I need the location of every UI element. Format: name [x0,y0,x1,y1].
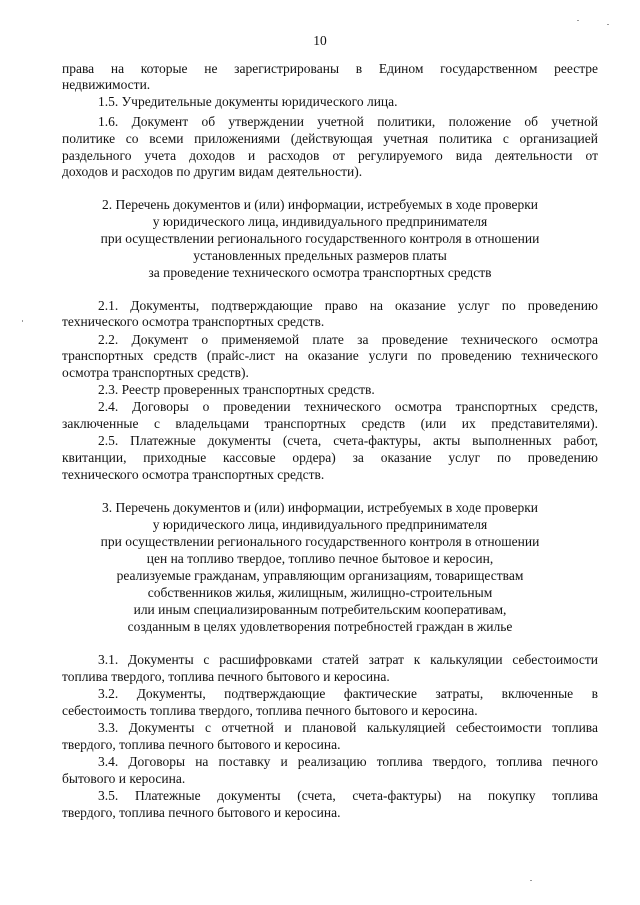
text-line: заключенные с владельцами транспортных средств (или их представителями). [62,416,598,431]
text-line: раздельного учета доходов и расходов от регулируемого вида деятельности от [62,148,598,163]
text-line: права на которые не зарегистрированы в Едином государственном реестре [62,61,598,76]
text-line: топлива твердого, топлива печного бытового и керосина. [62,669,390,684]
section-heading: при осуществлении регионального государственного контроля в отношении [100,231,540,246]
text-line: транспортных средств (прайс-лист на оказание услуги по проведению технического [62,348,598,363]
text-line: 3.5. Платежные документы (счета, счета-фактуры) на покупку топлива [98,788,598,803]
scan-speck [530,880,532,881]
section-heading: у юридического лица, индивидуального предпринимателя [152,214,488,229]
text-line: 2.1. Документы, подтверждающие право на оказание услуг по проведению [98,298,598,313]
text-line: 2.2. Документ о применяемой плате за проведение технического осмотра [98,332,598,347]
section-heading: за проведение технического осмотра транспортных средств [148,265,492,280]
text-line: 2.5. Платежные документы (счета, счета-фактуры, акты выполненных работ, [98,433,598,448]
section-heading: или иным специализированным потребительским кооперативам, [133,602,507,617]
page-number: 10 [313,33,327,48]
section-heading: реализуемые гражданам, управляющим организациям, товариществам [116,568,524,583]
section-heading: созданным в целях удовлетворения потребностей граждан в жилье [127,619,513,634]
section-heading: собственников жилья, жилищным, жилищно-строительным [147,585,493,600]
text-line: себестоимость топлива твердого, топлива печного бытового и керосина. [62,703,478,718]
text-line: политике со всеми приложениями (действующая учетная политика с организацией [62,131,598,146]
text-line: 3.3. Документы с отчетной и плановой калькуляцией себестоимости топлива [98,720,598,735]
text-line: 1.6. Документ об утверждении учетной политики, положение об учетной [98,114,598,129]
section-heading: у юридического лица, индивидуального предпринимателя [152,517,488,532]
scan-speck [607,24,609,25]
scan-speck [577,20,579,21]
text-line: 3.2. Документы, подтверждающие фактические затраты, включенные в [98,686,598,701]
text-line: недвижимости. [62,77,151,92]
text-line: 3.4. Договоры на поставку и реализацию топлива твердого, топлива печного [98,754,598,769]
text-line: технического осмотра транспортных средств. [62,467,325,482]
text-line: бытового и керосина. [62,771,186,786]
section-heading: 3. Перечень документов и (или) информации, истребуемых в ходе проверки [101,500,539,515]
scan-speck [22,320,23,322]
section-heading: при осуществлении регионального государственного контроля в отношении [100,534,540,549]
section-heading: установленных предельных размеров платы [193,248,447,263]
section-heading: 2. Перечень документов и (или) информации, истребуемых в ходе проверки [101,197,539,212]
text-line: доходов и расходов по другим видам деятельности). [62,164,363,179]
text-line: твердого, топлива печного бытового и керосина. [62,737,341,752]
text-line: квитанции, приходные кассовые ордера) за оказание услуг по проведению [62,450,598,465]
text-line: технического осмотра транспортных средств. [62,314,325,329]
text-line: 2.3. Реестр проверенных транспортных средств. [98,382,375,397]
section-heading: цен на топливо твердое, топливо печное бытовое и керосин, [146,551,494,566]
text-line: 1.5. Учредительные документы юридического лица. [98,94,398,109]
text-line: 2.4. Договоры о проведении технического осмотра транспортных средств, [98,399,598,414]
text-line: осмотра транспортных средств). [62,365,249,380]
text-line: 3.1. Документы с расшифровками статей затрат к калькуляции себестоимости [98,652,598,667]
text-line: твердого, топлива печного бытового и керосина. [62,805,341,820]
